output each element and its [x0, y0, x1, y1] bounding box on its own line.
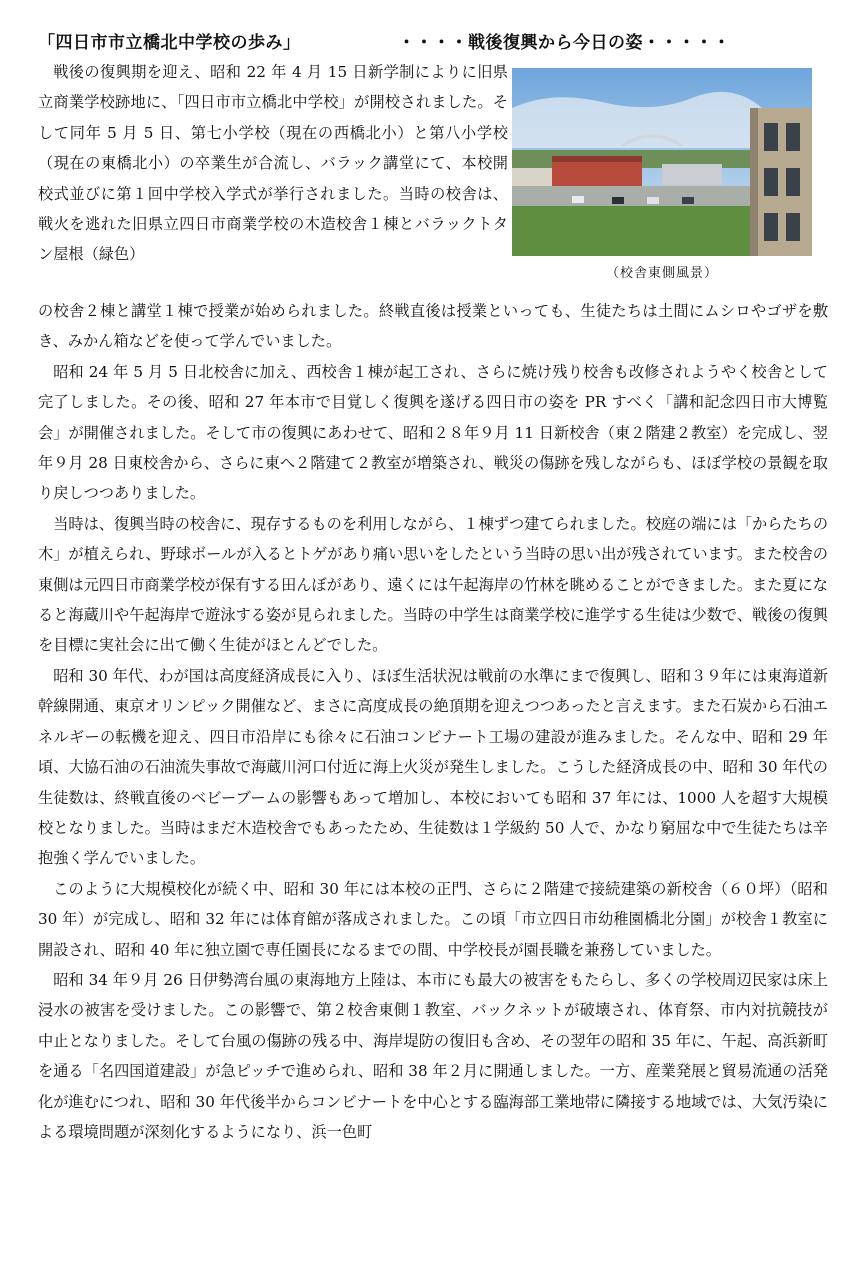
paragraph-3: 昭和 30 年代、わが国は高度経済成長に入り、ほぼ生活状況は戦前の水準にまで復興し、昭和３９年には東海道新幹線開通、東京オリンピック開催など、まさに高度成長の絶頂期を迎えつつあったと言えます。また石炭から石油エネルギーの転機を迎え、四日市沿岸にも徐々に石油コンビナート工場の建設が進みました。そんな中、昭和 29 年頃、大協石油の石油流失事故で海蔵川河口付近に海上火災が発生しました。こうした経済成長の中、昭和 30 年代の生徒数は、終戦直後のベビーブームの影響もあって増加し、本校においても昭和 37 年には、1000 人を超す大規模校となりました。当時はまだ木造校舎でもあったため、生徒数は１学級約 50 人で、かなり窮屈な中で生徒たちは辛抱強く学んでいました。 — [38, 666, 828, 868]
main-text — [38, 296, 828, 1147]
intro-column — [38, 57, 508, 270]
school-east-side-photo — [512, 68, 812, 256]
document-title — [38, 31, 828, 55]
subtitle-text: ・・・・戦後復興から今日の姿・・・・・ — [398, 33, 731, 53]
title-text: 「四日市市立橋北中学校の歩み」 — [38, 33, 301, 53]
paragraph-5: 昭和 34 年９月 26 日伊勢湾台風の東海地方上陸は、本市にも最大の被害をもたらし、多くの学校周辺民家は床上浸水の被害を受けました。この影響で、第２校舎東側１教室、バックネットが破壊され、体育祭、市内対抗競技が中止となりました。そして台風の傷跡の残る中、海岸堤防の復旧も含め、その翌年の昭和 35 年に、午起、高浜新町を通る「名四国道建設」が急ピッチで進められ、昭和 38 年２月に開通しました。一方、産業発展と貿易流通の活発化が進むにつれ、昭和 30 年代後半からコンビナートを中心とする臨海部工業地帯に隣接する地域では、大気汚染による環境問題が深刻化するようになり、浜一色町 — [38, 970, 828, 1141]
photo-caption: （校舎東側風景） — [605, 266, 718, 281]
paragraph-1: 昭和 24 年 5 月 5 日北校舎に加え、西校舎１棟が起工され、さらに焼け残り校舎も改修されようやく校舎として完了しました。その後、昭和 27 年本市で目覚しく復興を遂げる四日市の姿を PR すべく「講和記念四日市大博覧会」が開催されました。そして市の復興にあわせて、昭和２８年９月 11 日新校舎（東２階建２教室）を完成し、翌年９月 28 日東校舎から、さらに東へ２階建て２教室が増築され、戦災の傷跡を残しながらも、ほぼ学校の景観を取り戻しつつありました。 — [38, 362, 828, 503]
intro-paragraph: 戦後の復興期を迎え、昭和 22 年 4 月 15 日新学制によりに旧県立商業学校跡地に、「四日市市立橋北中学校」が開校されました。そして同年 5 月 5 日、第七小学校（現在の西橋北小）と第八小学校（現在の東橋北小）の卒業生が合流し、バラック講堂にて、本校開校式並びに第１回中学校入学式が挙行されました。当時の校舎は、戦火を逃れた旧県立四日市商業学校の木造校舎１棟とバラックトタン屋根（緑色） — [38, 63, 508, 264]
paragraph-4: このように大規模校化が続く中、昭和 30 年には本校の正門、さらに２階建で接続建築の新校舎（６０坪）（昭和 30 年）が完成し、昭和 32 年には体育館が落成されました。この頃「市立四日市幼稚園橋北分園」が校舎１教室に開設され、昭和 40 年に独立園で専任園長になるまでの間、中学校長が園長職を兼務していました。 — [38, 879, 828, 959]
photo-illustration — [512, 68, 812, 256]
paragraph-2: 当時は、復興当時の校舎に、現存するものを利用しながら、１棟ずつ建てられました。校庭の端には「からたちの木」が植えられ、野球ボールが入るとトゲがあり痛い思いをしたという当時の思い出が残されています。また校舎の東側は元四日市商業学校が保有する田んぼがあり、遠くには午起海岸の竹林を眺めることができました。また夏になると海蔵川や午起海岸で遊泳する姿が見られました。当時の中学生は商業学校に進学する生徒は少数で、戦後の復興を目標に実社会に出て働く生徒がほとんどでした。 — [38, 514, 829, 655]
intro-continuation: の校舎２棟と講堂１棟で授業が始められました。終戦直後は授業といっても、生徒たちは土間にムシロやゴザを敷き、みかん箱などを使って学んでいました。 — [38, 302, 828, 351]
